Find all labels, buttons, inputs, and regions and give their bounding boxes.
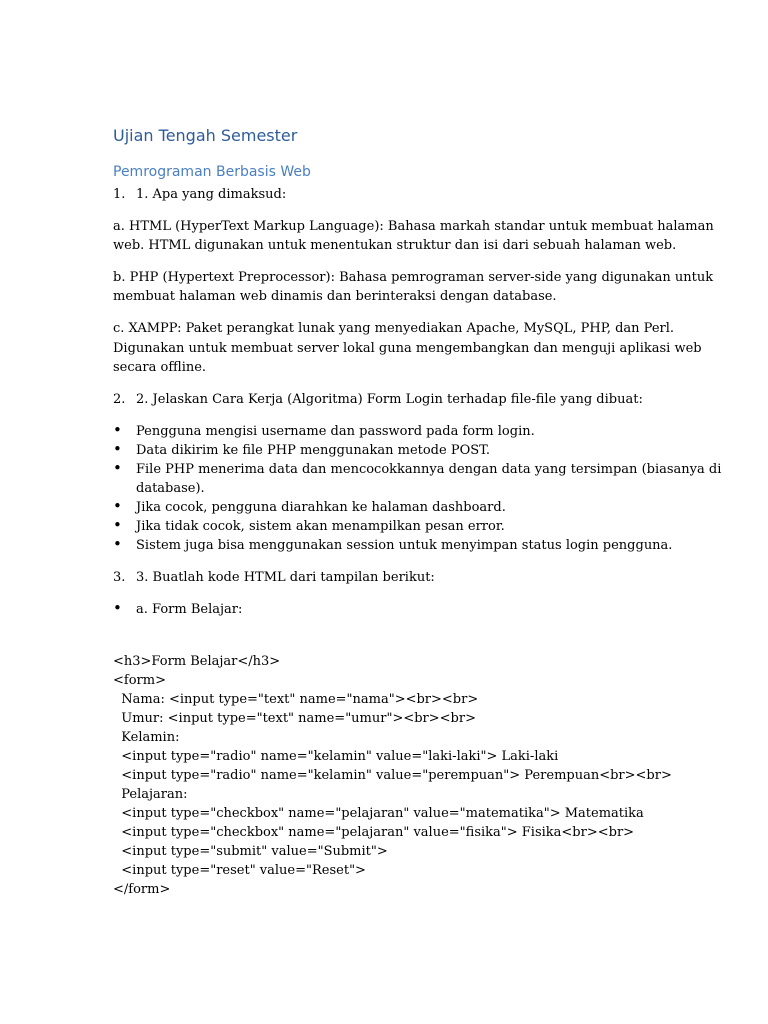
- q1-answer-c-line3: secara offline.: [113, 360, 207, 375]
- list-item: Pengguna mengisi username dan password pada form login.: [136, 424, 535, 439]
- code-line: Kelamin:: [113, 730, 180, 745]
- q1-number: 1.: [113, 187, 126, 202]
- bullet-icon: •: [113, 421, 122, 439]
- bullet-icon: •: [113, 459, 122, 477]
- bullet-icon: •: [113, 497, 122, 515]
- code-line: <input type="radio" name="kelamin" value="laki-laki"> Laki-laki: [113, 749, 559, 764]
- code-line: <input type="submit" value="Submit">: [113, 844, 388, 859]
- q3-question: 3. Buatlah kode HTML dari tampilan berikut:: [136, 570, 435, 585]
- q1-question: 1. Apa yang dimaksud:: [136, 187, 287, 202]
- code-line: <h3>Form Belajar</h3>: [113, 654, 281, 669]
- list-item: Jika cocok, pengguna diarahkan ke halaman dashboard.: [136, 500, 506, 515]
- q1-answer-c-line1: c. XAMPP: Paket perangkat lunak yang menyediakan Apache, MySQL, PHP, dan Perl.: [113, 321, 675, 336]
- code-line: <input type="reset" value="Reset">: [113, 863, 366, 878]
- list-item: Data dikirim ke file PHP menggunakan metode POST.: [136, 443, 491, 458]
- code-line: <form>: [113, 673, 166, 688]
- q3-sub-item: a. Form Belajar:: [136, 602, 243, 617]
- bullet-icon: •: [113, 440, 122, 458]
- q1-answer-a-line1: a. HTML (HyperText Markup Language): Bahasa markah standar untuk membuat halaman: [113, 219, 714, 234]
- q2-number: 2.: [113, 392, 126, 407]
- q1-answer-c-line2: Digunakan untuk membuat server lokal guna mengembangkan dan menguji aplikasi web: [113, 341, 702, 356]
- list-item: File PHP menerima data dan mencocokkannya dengan data yang tersimpan (biasanya di: [136, 462, 722, 477]
- bullet-icon: •: [113, 516, 122, 534]
- code-line: Umur: <input type="text" name="umur"><br><br>: [113, 711, 476, 726]
- document-subtitle: Pemrograman Berbasis Web: [113, 164, 311, 180]
- list-item: Jika tidak cocok, sistem akan menampilkan pesan error.: [136, 519, 505, 534]
- code-line: </form>: [113, 882, 171, 897]
- q1-answer-a-line2: web. HTML digunakan untuk menentukan struktur dan isi dari sebuah halaman web.: [113, 238, 677, 253]
- code-line: <input type="checkbox" name="pelajaran" value="fisika"> Fisika<br><br>: [113, 825, 635, 840]
- code-line: Nama: <input type="text" name="nama"><br><br>: [113, 692, 479, 707]
- code-line: <input type="checkbox" name="pelajaran" value="matematika"> Matematika: [113, 806, 644, 821]
- list-item: Sistem juga bisa menggunakan session untuk menyimpan status login pengguna.: [136, 538, 673, 553]
- code-line: Pelajaran:: [113, 787, 188, 802]
- bullet-icon: •: [113, 599, 122, 617]
- list-item-continued: database).: [136, 481, 205, 496]
- q1-answer-b-line1: b. PHP (Hypertext Preprocessor): Bahasa pemrograman server-side yang digunakan untuk: [113, 270, 714, 285]
- q3-number: 3.: [113, 570, 126, 585]
- q1-answer-b-line2: membuat halaman web dinamis dan berinteraksi dengan database.: [113, 289, 557, 304]
- q2-question: 2. Jelaskan Cara Kerja (Algoritma) Form Login terhadap file-file yang dibuat:: [136, 392, 643, 407]
- document-title: Ujian Tengah Semester: [113, 126, 298, 145]
- bullet-icon: •: [113, 535, 122, 553]
- code-line: <input type="radio" name="kelamin" value="perempuan"> Perempuan<br><br>: [113, 768, 672, 783]
